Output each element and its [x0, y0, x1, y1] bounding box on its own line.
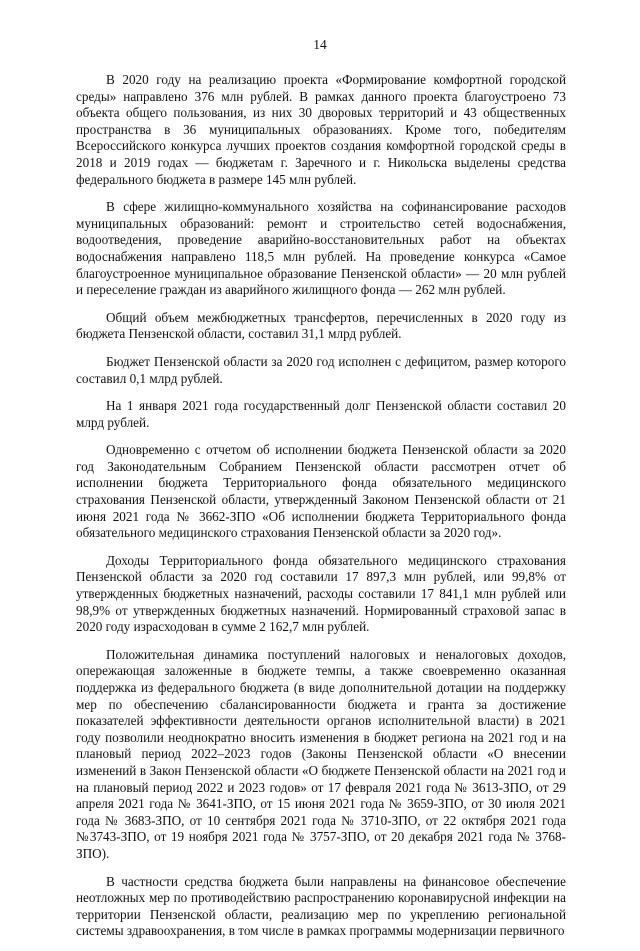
- paragraph-urban-environment: В 2020 году на реализацию проекта «Формирование комфортной городской среды» направлено 376 млн рублей. В рамках данного проекта благоустроено 73 объекта общего пользования, из них 30 дворовых территорий и 43 общественных пространства в 36 муниципальных образованиях. Кроме того, победителям Всероссийского конкурса лучших проектов создания комфортной городской среды в 2018 и 2019 годах — бюджетам г. Заречного и г. Никольска выделены средства федерального бюджета в размере 145 млн рублей.: [76, 72, 566, 187]
- paragraph-insurance-fund-income: Доходы Территориального фонда обязательного медицинского страхования Пензенской области за 2020 год составили 17 897,3 млн рублей, или 99,8% от утвержденных бюджетных назначений, расходы составили 17 841,1 млн рублей или 98,9% от утвержденных бюджетных назначений. Нормированный страховой запас в 2020 году израсходован в сумме 2 162,7 млн рублей.: [76, 552, 566, 635]
- paragraph-revenue-dynamics: Положительная динамика поступлений налоговых и неналоговых доходов, опережающая заложенные в бюджете темпы, а также своевременно оказанная поддержка из федерального бюджета (в виде дополнительной дотации на поддержку мер по обеспечению сбалансированности бюджета и гранта за достижение показателей эффективности деятельности органов исполнительной власти) в 2021 году позволили неоднократно вносить изменения в бюджет региона на 2021 год и на плановый период 2022–2023 годов (Законы Пензенской области «О внесении изменений в Закон Пензенской области «О бюджете Пензенской области на 2021 год и на плановый период 2022 и 2023 годов» от 17 февраля 2021 года № 3613-ЗПО, от 29 апреля 2021 года № 3641-ЗПО, от 15 июня 2021 года № 3659-ЗПО, от 30 июля 2021 года № 3683-ЗПО, от 10 сентября 2021 года № 3710-ЗПО, от 22 октября 2021 года №3743-ЗПО, от 19 ноября 2021 года № 3757-ЗПО, от 20 декабря 2021 года № 3768-ЗПО).: [76, 646, 566, 861]
- page-number: 14: [313, 37, 327, 52]
- paragraph-housing-utilities: В сфере жилищно-коммунального хозяйства на софинансирование расходов муниципальных образований: ремонт и строительство сетей водоснабжения, водоотведения, проведение аварийно-восстановительных работ на объектах водоснабжения направлено 118,5 млн рублей. На проведение конкурса «Самое благоустроенное муниципальное образование Пензенской области» — 20 млн рублей и переселение граждан из аварийного жилищного фонда — 262 млн рублей.: [76, 199, 566, 298]
- body-text: [76, 72, 566, 951]
- paragraph-budget-directions: В частности средства бюджета были направлены на финансовое обеспечение неотложных мер по противодействию распространению коронавирусной инфекции на территории Пензенской области, реализацию мер по укреплению региональной системы здравоохранения, в том числе в рамках программы модернизации первичного: [76, 873, 566, 939]
- paragraph-insurance-fund-report: Одновременно с отчетом об исполнении бюджета Пензенской области за 2020 год Законодательным Собранием Пензенской области рассмотрен отчет об исполнении бюджета Территориального фонда обязательного медицинского страхования Пензенской области, утвержденный Законом Пензенской области от 21 июня 2021 года № 3662-ЗПО «Об исполнении бюджета Территориального фонда обязательного медицинского страхования Пензенской области за 2020 год».: [76, 442, 566, 541]
- paragraph-state-debt: На 1 января 2021 года государственный долг Пензенской области составил 20 млрд рублей.: [76, 398, 566, 430]
- paragraph-deficit: Бюджет Пензенской области за 2020 год исполнен с дефицитом, размер которого составил 0,1 млрд рублей.: [76, 353, 566, 386]
- paragraph-transfers: Общий объем межбюджетных трансфертов, перечисленных в 2020 году из бюджета Пензенской области, составил 31,1 млрд рублей.: [76, 309, 566, 342]
